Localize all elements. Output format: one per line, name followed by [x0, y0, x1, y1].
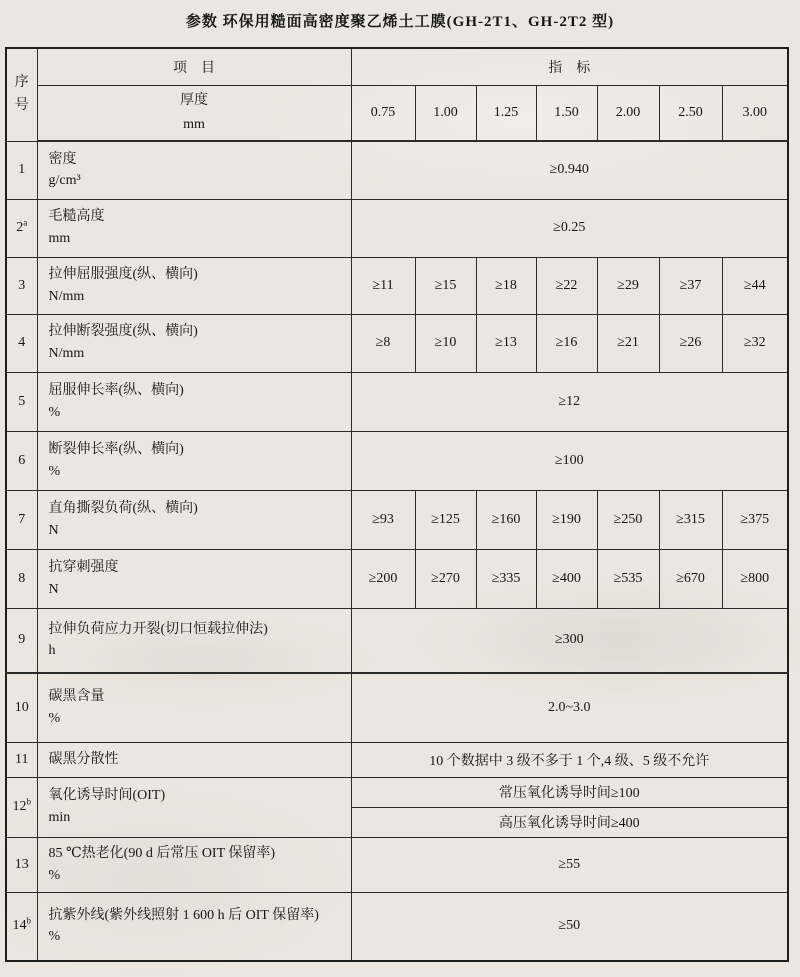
value-cell: ≥160 — [476, 490, 536, 549]
row-number-cell: 9 — [6, 608, 37, 673]
item-cell — [37, 892, 351, 961]
item-cell — [37, 549, 351, 608]
row-number-cell: 5 — [6, 372, 37, 431]
row-number-superscript: b — [26, 915, 31, 926]
item-label: 抗紫外线(紫外线照射 1 600 h 后 OIT 保留率) — [48, 907, 319, 923]
item-cell — [37, 837, 351, 892]
item-cell — [37, 199, 351, 257]
value-cell: ≥21 — [597, 314, 659, 372]
item-cell — [37, 777, 351, 837]
item-label: 断裂伸长率(纵、横向) — [48, 441, 184, 457]
span-value-cell: ≥12 — [351, 372, 788, 431]
value-cell: ≥11 — [351, 257, 415, 314]
item-unit: g/cm³ — [48, 173, 81, 189]
thickness-value-cell: 1.25 — [476, 85, 536, 141]
thickness-value-cell: 2.50 — [659, 85, 722, 141]
table-row — [6, 314, 788, 372]
thickness-label: 厚度 — [180, 92, 208, 108]
row-number-cell: 12$^b$ — [6, 777, 37, 837]
row-number-superscript: b — [26, 796, 31, 807]
row-number-superscript: a — [23, 217, 28, 228]
table-row — [6, 742, 788, 777]
thickness-value-cell: 3.00 — [722, 85, 788, 141]
table-row — [6, 549, 788, 608]
span-value-cell: 2.0~3.0 — [351, 673, 788, 742]
item-label: 屈服伸长率(纵、横向) — [48, 382, 184, 398]
value-cell: ≥13 — [476, 314, 536, 372]
row-number-cell: 11 — [6, 742, 37, 777]
item-unit: % — [48, 463, 61, 479]
span-value-cell: ≥0.940 — [351, 141, 788, 199]
item-label: 85 ℃热老化(90 d 后常压 OIT 保留率) — [48, 845, 276, 861]
table-row — [6, 257, 788, 314]
row-number-cell: 2$^a$ — [6, 199, 37, 257]
item-unit: N — [48, 522, 59, 538]
value-cell: ≥37 — [659, 257, 722, 314]
header-thickness-cell — [37, 85, 351, 141]
row-number-cell: 4 — [6, 314, 37, 372]
thickness-value-cell: 1.50 — [536, 85, 597, 141]
value-cell: ≥15 — [415, 257, 476, 314]
row-number-cell: 8 — [6, 549, 37, 608]
item-cell — [37, 742, 351, 777]
value-cell: ≥8 — [351, 314, 415, 372]
thickness-value-cell: 2.00 — [597, 85, 659, 141]
table-row — [6, 141, 788, 199]
table-row — [6, 431, 788, 490]
thickness-value-cell: 0.75 — [351, 85, 415, 141]
span-value-cell: ≥300 — [351, 608, 788, 673]
row-number-cell: 1 — [6, 141, 37, 199]
value-cell: ≥26 — [659, 314, 722, 372]
value-cell: ≥400 — [536, 549, 597, 608]
item-label: 碳黑分散性 — [48, 751, 119, 767]
row-number-cell: 7 — [6, 490, 37, 549]
value-cell: ≥93 — [351, 490, 415, 549]
span-value-cell: 高压氧化诱导时间≥400 — [351, 807, 788, 837]
row-number-cell: 3 — [6, 257, 37, 314]
value-cell: ≥32 — [722, 314, 788, 372]
value-cell: ≥315 — [659, 490, 722, 549]
item-label: 密度 — [48, 151, 77, 167]
thickness-unit: mm — [183, 116, 205, 132]
item-unit: % — [48, 404, 61, 420]
header-item-cell: 项 目 — [37, 48, 351, 85]
value-cell: ≥29 — [597, 257, 659, 314]
item-unit: N/mm — [48, 288, 85, 304]
value-cell: ≥250 — [597, 490, 659, 549]
item-unit: mm — [48, 231, 71, 246]
span-value-cell: 10 个数据中 3 级不多于 1 个,4 级、5 级不允许 — [351, 742, 788, 777]
value-cell: ≥670 — [659, 549, 722, 608]
header-row-1 — [6, 48, 788, 85]
table-row — [6, 837, 788, 892]
value-cell: ≥16 — [536, 314, 597, 372]
value-cell: ≥535 — [597, 549, 659, 608]
row-number-cell: 6 — [6, 431, 37, 490]
item-unit: % — [48, 929, 61, 945]
table-row — [6, 490, 788, 549]
value-cell: ≥22 — [536, 257, 597, 314]
value-cell: ≥44 — [722, 257, 788, 314]
item-label: 直角撕裂负荷(纵、横向) — [48, 500, 198, 516]
table-row — [6, 673, 788, 742]
table-row — [6, 777, 788, 807]
header-no-cell: 序号 — [6, 48, 37, 141]
value-cell: ≥18 — [476, 257, 536, 314]
span-value-cell: ≥100 — [351, 431, 788, 490]
item-cell — [37, 431, 351, 490]
span-value-cell: 常压氧化诱导时间≥100 — [351, 777, 788, 807]
row-number-cell: 10 — [6, 673, 37, 742]
table-row — [6, 372, 788, 431]
value-cell: ≥200 — [351, 549, 415, 608]
table-row — [6, 892, 788, 961]
value-cell: ≥375 — [722, 490, 788, 549]
item-label: 拉伸屈服强度(纵、横向) — [48, 266, 198, 282]
spec-table — [5, 47, 789, 962]
item-cell — [37, 141, 351, 199]
span-value-cell: ≥0.25 — [351, 199, 788, 257]
span-value-cell: ≥55 — [351, 837, 788, 892]
item-label: 碳黑含量 — [48, 689, 105, 705]
header-indicator-cell: 指 标 — [351, 48, 788, 85]
item-label: 抗穿刺强度 — [48, 559, 119, 575]
value-cell: ≥190 — [536, 490, 597, 549]
item-cell — [37, 490, 351, 549]
item-label: 拉伸断裂强度(纵、横向) — [48, 324, 198, 340]
item-cell — [37, 314, 351, 372]
item-cell — [37, 673, 351, 742]
value-cell: ≥125 — [415, 490, 476, 549]
span-value-cell: ≥50 — [351, 892, 788, 961]
value-cell: ≥335 — [476, 549, 536, 608]
item-unit: h — [48, 643, 56, 659]
item-unit: % — [48, 710, 61, 726]
item-unit: N — [48, 581, 59, 597]
item-label: 毛糙高度 — [48, 209, 105, 225]
row-number-cell: 14$^b$ — [6, 892, 37, 961]
item-unit: N/mm — [48, 346, 85, 361]
table-row — [6, 608, 788, 673]
item-cell — [37, 608, 351, 673]
item-unit: % — [48, 867, 61, 883]
item-cell — [37, 257, 351, 314]
value-cell: ≥800 — [722, 549, 788, 608]
thickness-value-cell: 1.00 — [415, 85, 476, 141]
item-unit: min — [48, 810, 71, 825]
item-label: 氧化诱导时间(OIT) — [48, 788, 166, 804]
value-cell: ≥10 — [415, 314, 476, 372]
item-cell — [37, 372, 351, 431]
item-label: 拉伸负荷应力开裂(切口恒载拉伸法) — [48, 621, 268, 637]
value-cell: ≥270 — [415, 549, 476, 608]
document-title: 参数 环保用糙面高密度聚乙烯土工膜(GH-2T1、GH-2T2 型) — [185, 14, 615, 30]
row-number-cell: 13 — [6, 837, 37, 892]
table-row — [6, 199, 788, 257]
header-row-2 — [6, 85, 788, 141]
